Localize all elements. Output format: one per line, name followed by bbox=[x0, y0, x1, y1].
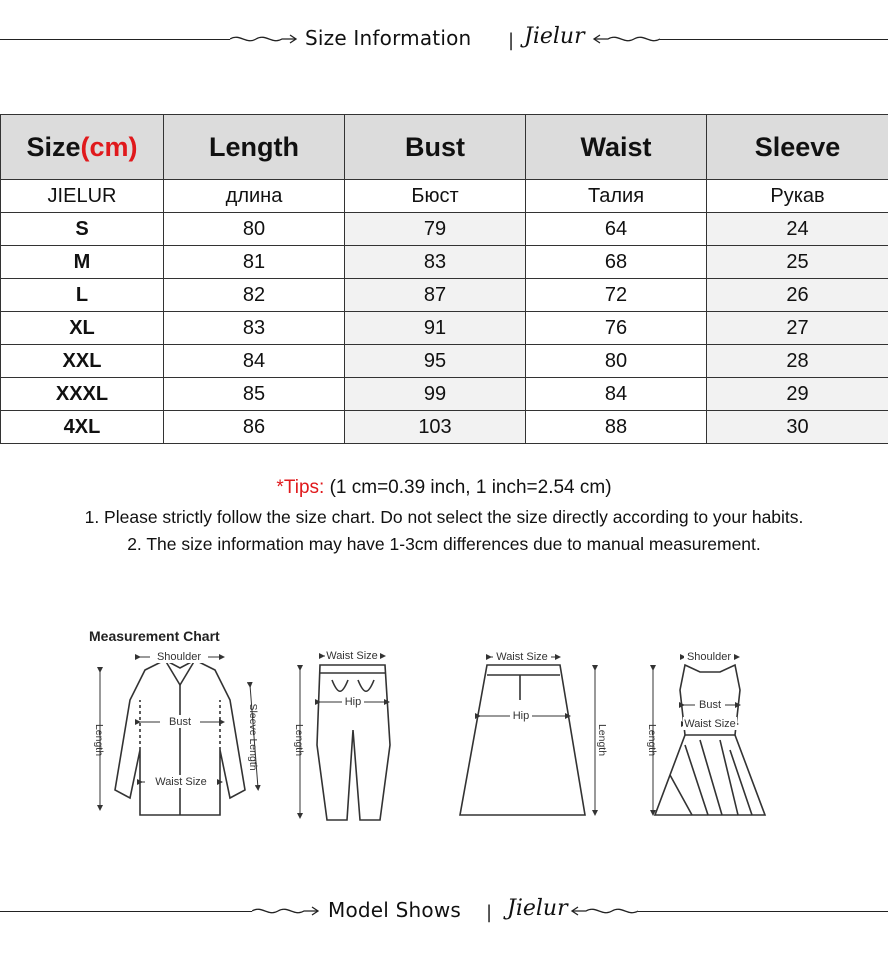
divider-line-left bbox=[0, 911, 252, 912]
bust-label: Bust bbox=[168, 716, 192, 728]
size-cell: L bbox=[1, 279, 164, 312]
header-bust: Bust bbox=[345, 115, 526, 180]
table-cell: 72 bbox=[526, 279, 707, 312]
table-cell: 76 bbox=[526, 312, 707, 345]
swirl-arrow-icon bbox=[590, 29, 660, 49]
measurement-chart-title: Measurement Chart bbox=[89, 628, 220, 644]
measurement-chart bbox=[80, 640, 800, 850]
table-cell: 84 bbox=[164, 345, 345, 378]
table-cell: 91 bbox=[345, 312, 526, 345]
skirt-hip-label: Hip bbox=[512, 710, 530, 722]
divider-line-right bbox=[638, 911, 888, 912]
size-table bbox=[0, 114, 888, 444]
table-cell: 24 bbox=[707, 213, 888, 246]
table-cell: 29 bbox=[707, 378, 888, 411]
table-cell: 80 bbox=[164, 213, 345, 246]
brand-logo-text: Jielur bbox=[524, 24, 585, 49]
table-cell: 81 bbox=[164, 246, 345, 279]
table-cell: 85 bbox=[164, 378, 345, 411]
pants-waist-label: Waist Size bbox=[326, 650, 378, 662]
table-row bbox=[1, 312, 888, 345]
size-cell: XL bbox=[1, 312, 164, 345]
table-cell: Бюст bbox=[345, 180, 526, 213]
table-cell: 83 bbox=[345, 246, 526, 279]
size-cell: XXL bbox=[1, 345, 164, 378]
skirt-length-label: Length bbox=[596, 723, 608, 757]
table-cell: 103 bbox=[345, 411, 526, 444]
table-cell: Талия bbox=[526, 180, 707, 213]
size-cell: M bbox=[1, 246, 164, 279]
table-cell: 27 bbox=[707, 312, 888, 345]
table-cell: 64 bbox=[526, 213, 707, 246]
sleeve-label: Sleeve Length bbox=[247, 703, 259, 771]
brand-logo-text: Jielur bbox=[507, 896, 568, 921]
dress-shoulder-label: Shoulder bbox=[686, 651, 732, 663]
size-cell: 4XL bbox=[1, 411, 164, 444]
dress-length-label: Length bbox=[646, 723, 658, 757]
length-label: Length bbox=[93, 723, 105, 757]
header-waist: Waist bbox=[526, 115, 707, 180]
swirl-arrow-icon bbox=[252, 901, 322, 921]
section-title: Model Shows bbox=[328, 898, 461, 922]
section-header-size-info bbox=[0, 20, 888, 60]
pants-length-label: Length bbox=[293, 723, 305, 757]
tips-line bbox=[0, 477, 888, 499]
table-cell: 95 bbox=[345, 345, 526, 378]
table-cell: 26 bbox=[707, 279, 888, 312]
shoulder-label: Shoulder bbox=[156, 651, 202, 663]
table-row bbox=[1, 411, 888, 444]
pants-diagram bbox=[317, 665, 390, 820]
table-cell: 79 bbox=[345, 213, 526, 246]
tips-label: *Tips: bbox=[276, 477, 325, 498]
tip-1: 1. Please strictly follow the size chart. Do not select the size directly according to your habits. bbox=[84, 507, 804, 527]
title-separator: | bbox=[486, 902, 493, 923]
divider-line-left bbox=[0, 39, 230, 40]
table-cell: 84 bbox=[526, 378, 707, 411]
table-cell: 82 bbox=[164, 279, 345, 312]
table-row bbox=[1, 345, 888, 378]
dress-diagram bbox=[655, 665, 765, 815]
table-cell: Рукав bbox=[707, 180, 888, 213]
table-cell: JIELUR bbox=[1, 180, 164, 213]
table-row bbox=[1, 246, 888, 279]
tip-2: 2. The size information may have 1-3cm differences due to manual measurement. bbox=[127, 534, 761, 554]
header-length: Length bbox=[164, 115, 345, 180]
table-cell: 30 bbox=[707, 411, 888, 444]
size-cell: S bbox=[1, 213, 164, 246]
table-cell: 99 bbox=[345, 378, 526, 411]
skirt-waist-label: Waist Size bbox=[496, 651, 548, 663]
header-sleeve: Sleeve bbox=[707, 115, 888, 180]
section-header-model-shows bbox=[0, 892, 888, 932]
header-size: Size(cm) bbox=[1, 115, 164, 180]
table-header-row bbox=[1, 115, 888, 180]
table-cell: 83 bbox=[164, 312, 345, 345]
unit-conversion: (1 cm=0.39 inch, 1 inch=2.54 cm) bbox=[329, 477, 612, 498]
title-separator: | bbox=[508, 30, 515, 51]
table-subheader-row bbox=[1, 180, 888, 213]
size-cell: XXXL bbox=[1, 378, 164, 411]
table-row bbox=[1, 279, 888, 312]
dress-waist-label: Waist Size bbox=[684, 718, 736, 730]
skirt-diagram bbox=[460, 665, 585, 815]
divider-line-right bbox=[660, 39, 888, 40]
table-cell: 88 bbox=[526, 411, 707, 444]
table-cell: 28 bbox=[707, 345, 888, 378]
table-cell: 68 bbox=[526, 246, 707, 279]
table-cell: 87 bbox=[345, 279, 526, 312]
section-title: Size Information bbox=[305, 26, 472, 50]
swirl-arrow-icon bbox=[568, 901, 638, 921]
table-cell: 25 bbox=[707, 246, 888, 279]
table-cell: 86 bbox=[164, 411, 345, 444]
table-row bbox=[1, 213, 888, 246]
dress-bust-label: Bust bbox=[698, 699, 722, 711]
swirl-arrow-icon bbox=[230, 29, 300, 49]
table-cell: длина bbox=[164, 180, 345, 213]
waist-label: Waist Size bbox=[155, 776, 207, 788]
shirt-diagram bbox=[115, 660, 245, 815]
table-cell: 80 bbox=[526, 345, 707, 378]
table-row bbox=[1, 378, 888, 411]
pants-hip-label: Hip bbox=[344, 696, 362, 708]
